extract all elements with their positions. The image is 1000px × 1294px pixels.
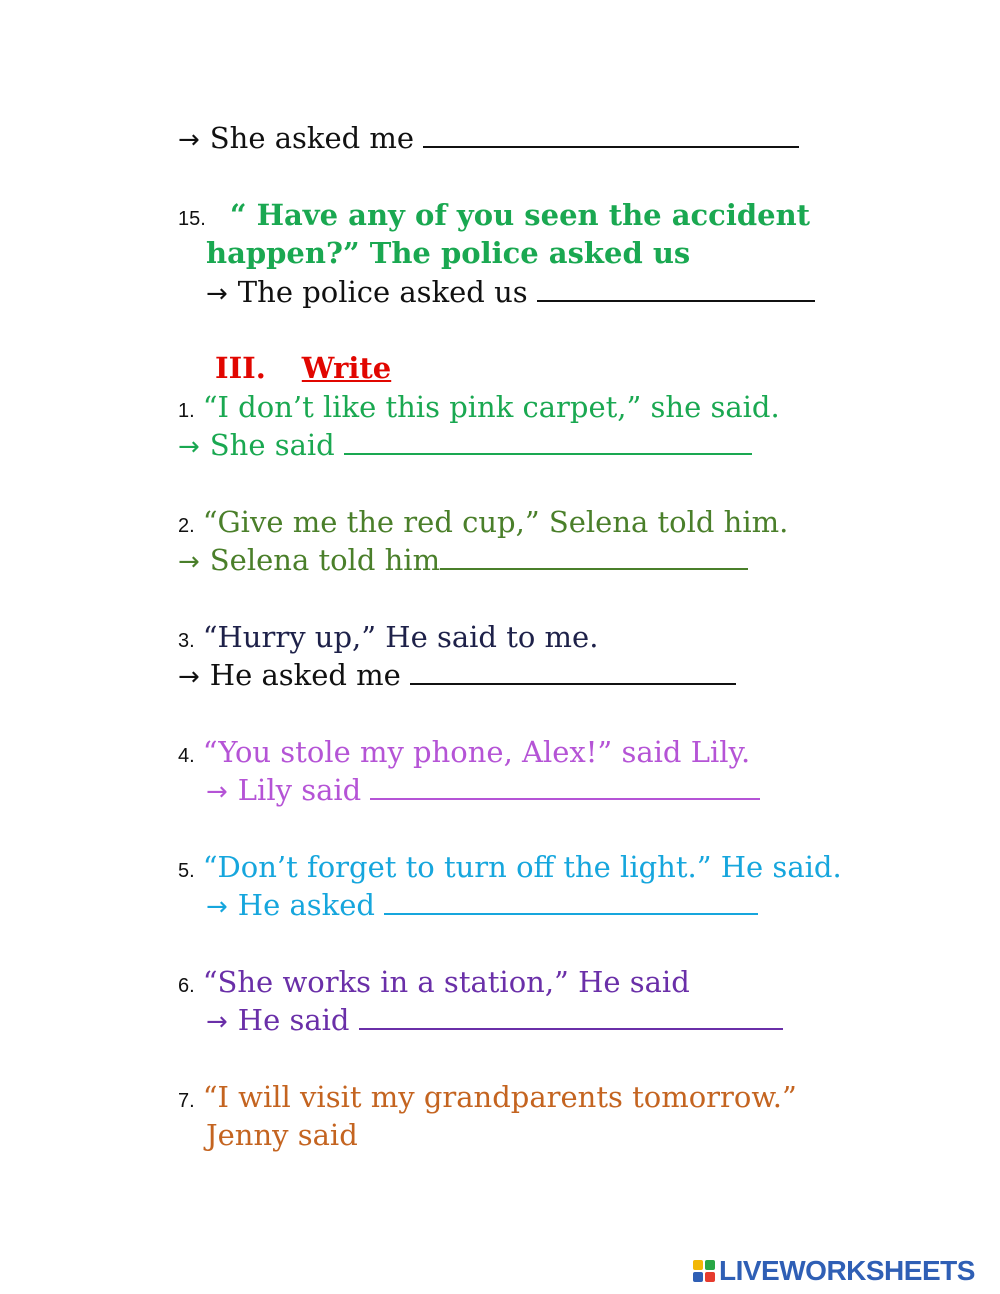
item-2-question: [178, 504, 788, 544]
arrow-icon: →: [178, 547, 200, 577]
item-number: 5.: [178, 860, 195, 882]
item-6-question: [178, 964, 690, 1004]
item-number: 6.: [178, 975, 195, 997]
item-2-answer: [178, 542, 748, 580]
question-text: “ Have any of you seen the accident: [229, 198, 811, 232]
section-numeral: III.: [215, 351, 266, 385]
question-text-continued: happen?” The police asked us: [206, 236, 691, 270]
answer-prompt: She asked me: [209, 121, 424, 155]
item-5-answer: [206, 887, 758, 925]
item-question-text: “Hurry up,” He said to me.: [202, 620, 599, 654]
answer-prompt: He asked: [237, 888, 385, 922]
answer-blank[interactable]: [359, 1006, 783, 1030]
answer-line-14: [178, 120, 799, 158]
answer-blank[interactable]: [440, 546, 748, 570]
answer-line-15: [206, 274, 815, 312]
answer-prompt: Selena told him: [209, 543, 441, 577]
section-title: Write: [301, 351, 392, 385]
item-6-answer: [206, 1002, 783, 1040]
logo-text: LIVEWORKSHEETS: [719, 1255, 975, 1286]
item-3-answer: [178, 657, 736, 695]
arrow-icon: →: [206, 1007, 228, 1037]
answer-prompt: The police asked us: [237, 275, 537, 309]
item-3-question: [178, 619, 598, 659]
answer-prompt: He said: [237, 1003, 359, 1037]
logo-grid-icon: [693, 1260, 715, 1282]
item-number: 1.: [178, 400, 195, 422]
arrow-icon: →: [178, 125, 200, 155]
answer-blank[interactable]: [537, 278, 815, 302]
item-number: 4.: [178, 745, 195, 767]
item-7-question-line-2: [206, 1117, 358, 1153]
item-number: 2.: [178, 515, 195, 537]
item-7-question: [178, 1079, 797, 1119]
answer-prompt: She said: [209, 428, 344, 462]
item-question-text: “Give me the red cup,” Selena told him.: [202, 505, 789, 539]
item-4-question: [178, 734, 750, 774]
question-15-line-2: [206, 235, 690, 271]
item-1-answer: [178, 427, 752, 465]
arrow-icon: →: [206, 892, 228, 922]
answer-blank[interactable]: [423, 124, 799, 148]
question-15-line-1: [178, 197, 810, 237]
answer-blank[interactable]: [344, 431, 752, 455]
question-number: 15.: [178, 208, 206, 230]
arrow-icon: →: [178, 662, 200, 692]
item-number: 3.: [178, 630, 195, 652]
item-1-question: [178, 389, 780, 429]
arrow-icon: →: [206, 279, 228, 309]
section-heading: [215, 350, 391, 386]
item-question-text: “I don’t like this pink carpet,” she said.: [202, 390, 780, 424]
item-question-text-continued: Jenny said: [206, 1118, 358, 1152]
answer-prompt: He asked me: [209, 658, 411, 692]
answer-blank[interactable]: [370, 776, 760, 800]
item-number: 7.: [178, 1090, 195, 1112]
item-question-text: “Don’t forget to turn off the light.” He said.: [202, 850, 842, 884]
item-question-text: “She works in a station,” He said: [202, 965, 690, 999]
item-question-text: “You stole my phone, Alex!” said Lily.: [202, 735, 751, 769]
liveworksheets-logo: [693, 1255, 975, 1287]
item-question-text: “I will visit my grandparents tomorrow.”: [202, 1080, 797, 1114]
arrow-icon: →: [178, 432, 200, 462]
item-5-question: [178, 849, 842, 889]
answer-prompt: Lily said: [237, 773, 371, 807]
arrow-icon: →: [206, 777, 228, 807]
answer-blank[interactable]: [410, 661, 736, 685]
answer-blank[interactable]: [384, 891, 758, 915]
item-4-answer: [206, 772, 760, 810]
